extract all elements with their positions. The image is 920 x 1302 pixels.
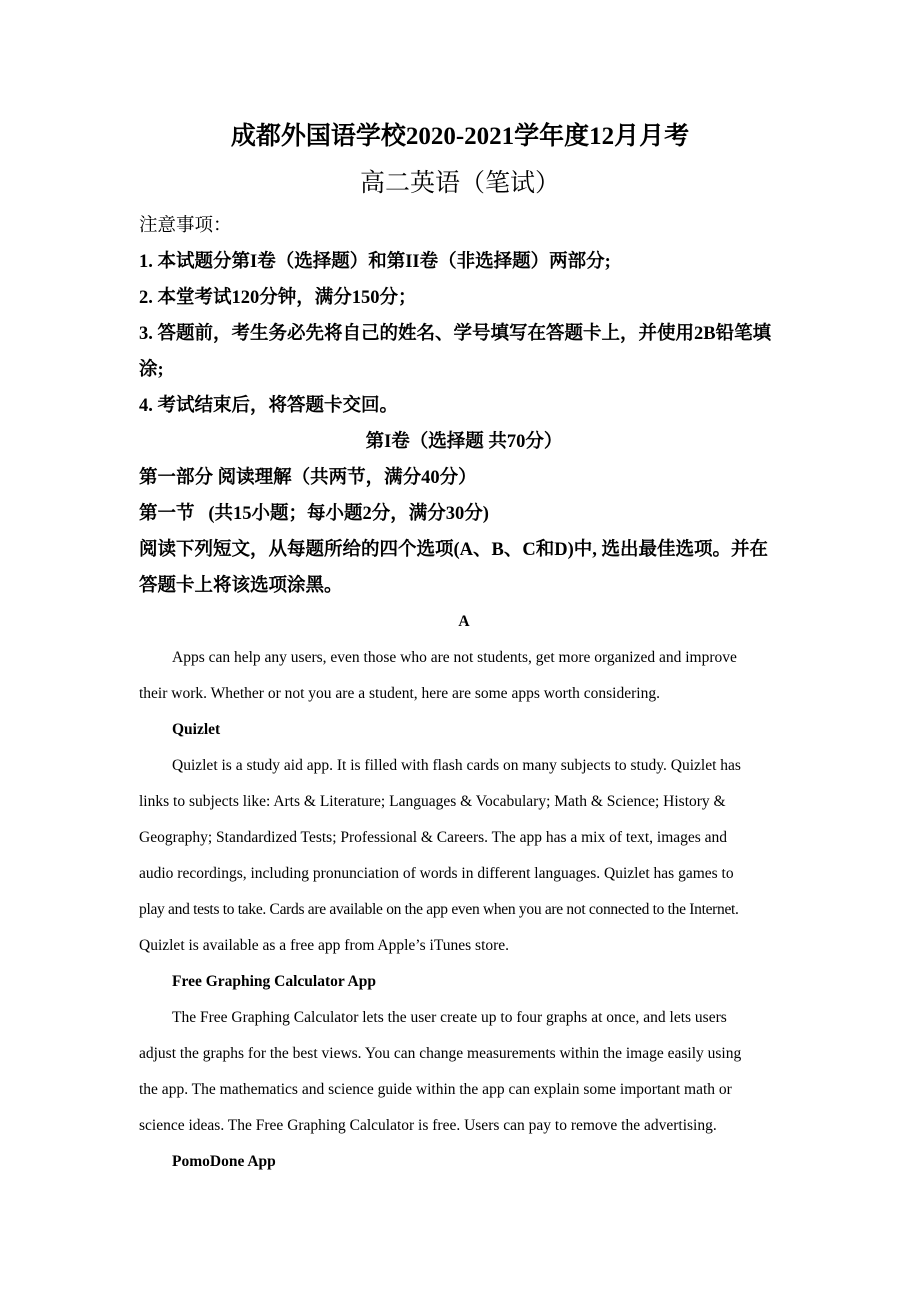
passage-line: the app. The mathematics and science guide within the app can explain some important math or bbox=[139, 1081, 732, 1098]
passage-line: Quizlet is a study aid app. It is filled with flash cards on many subjects to study. Quizlet has bbox=[172, 757, 741, 774]
passage-line: science ideas. The Free Graphing Calculator is free. Users can pay to remove the advertising. bbox=[139, 1117, 717, 1134]
passage-label: A bbox=[458, 613, 470, 630]
instruction-line: 答题卡上将该选项涂黑。 bbox=[139, 576, 343, 596]
note-item: 4. 考试结束后，将答题卡交回。 bbox=[139, 396, 399, 416]
passage-line: The Free Graphing Calculator lets the user create up to four graphs at once, and lets users bbox=[172, 1009, 727, 1026]
note-item: 1. 本试题分第I卷（选择题）和第II卷（非选择题）两部分; bbox=[139, 252, 611, 272]
passage-line: play and tests to take. Cards are available on the app even when you are not connected to the Internet. bbox=[139, 901, 739, 918]
app-heading-pomodone: PomoDone App bbox=[172, 1153, 276, 1170]
note-item: 2. 本堂考试120分钟，满分150分； bbox=[139, 288, 417, 308]
passage-line: links to subjects like: Arts & Literature; Languages & Vocabulary; Math & Science; History & bbox=[139, 793, 726, 810]
part-heading: 第一部分 阅读理解（共两节，满分40分） bbox=[139, 468, 477, 488]
passage-line: Geography; Standardized Tests; Professional & Careers. The app has a mix of text, images and bbox=[139, 829, 728, 846]
note-item: 3. 答题前，考生务必先将自己的姓名、学号填写在答题卡上，并使用2B铅笔填 bbox=[139, 324, 772, 344]
passage-line: Quizlet is available as a free app from Apple’s iTunes store. bbox=[139, 937, 510, 954]
instruction-line: 阅读下列短文，从每题所给的四个选项(A、B、C和D)中, 选出最佳选项。并在 bbox=[139, 540, 768, 560]
volume-heading: 第I卷（选择题 共70分） bbox=[365, 432, 563, 452]
document-body bbox=[139, 208, 789, 1180]
exam-subtitle: 高二英语（笔试） bbox=[359, 170, 560, 197]
passage-line: Apps can help any users, even those who are not students, get more organized and improve bbox=[172, 649, 737, 666]
passage-line: audio recordings, including pronunciation of words in different languages. Quizlet has games to bbox=[139, 865, 734, 882]
note-item: 涂; bbox=[139, 360, 164, 380]
passage-line: their work. Whether or not you are a student, here are some apps worth considering. bbox=[139, 685, 660, 702]
notes-heading: 注意事项： bbox=[139, 216, 232, 236]
exam-title: 成都外国语学校2020-2021学年度12月月考 bbox=[230, 123, 690, 150]
subsection-heading: 第一节 (共15小题；每小题2分，满分30分) bbox=[139, 504, 489, 524]
app-heading-quizlet: Quizlet bbox=[172, 721, 221, 738]
passage-line: adjust the graphs for the best views. You can change measurements within the image easily using bbox=[139, 1045, 742, 1062]
app-heading-graphing-calculator: Free Graphing Calculator App bbox=[172, 973, 376, 990]
